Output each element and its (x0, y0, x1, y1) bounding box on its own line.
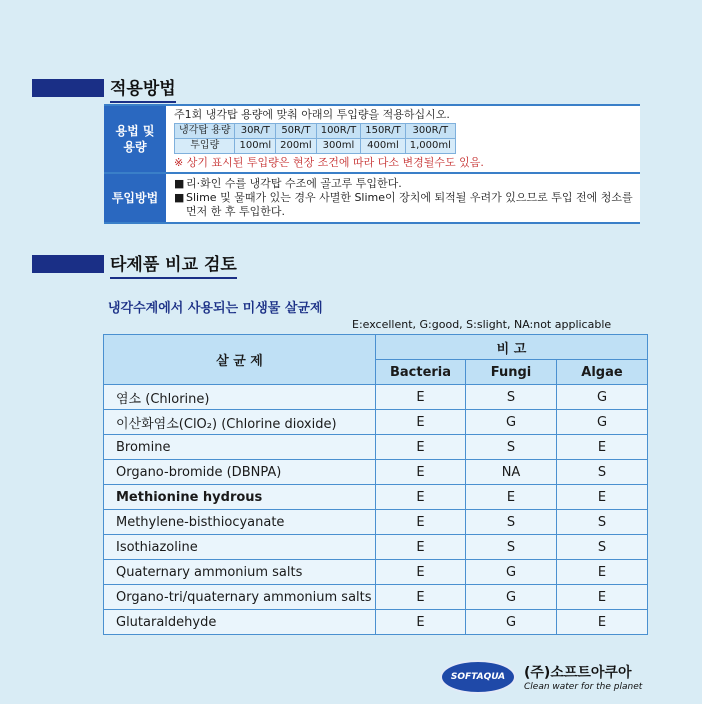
dose-value-cell: 200ml (276, 139, 317, 154)
dose-header-cell: 150R/T (361, 124, 406, 139)
rating-algae: E (557, 485, 648, 510)
method-row (104, 174, 640, 224)
biocide-name: Bromine (104, 435, 376, 460)
method-bullet-text: Slime 및 물때가 있는 경우 사멸한 Slime이 장치에 퇴적될 우려가 있으므로 투입 전에 청소를 먼저 한 후 투입한다. (186, 191, 633, 218)
dosage-content (166, 106, 640, 172)
dosage-label: 용법 및 용량 (104, 106, 166, 172)
rating-algae: E (557, 610, 648, 635)
biocide-name: Organo-bromide (DBNPA) (104, 460, 376, 485)
rating-bacteria: E (376, 585, 466, 610)
rating-fungi: G (466, 585, 557, 610)
rating-fungi: G (466, 560, 557, 585)
method-label: 투입방법 (104, 174, 166, 222)
dose-header-cell: 30R/T (235, 124, 276, 139)
footer (440, 660, 642, 694)
table-header-row (104, 335, 648, 360)
table-row (104, 610, 648, 635)
biocide-name: Organo-tri/quaternary ammonium salts (104, 585, 376, 610)
dose-value-cell: 투입량 (175, 139, 235, 154)
rating-bacteria: E (376, 510, 466, 535)
company-tagline: Clean water for the planet (524, 682, 643, 692)
table-row (104, 510, 648, 535)
rating-bacteria: E (376, 535, 466, 560)
comparison-subtitle: 냉각수계에서 사용되는 미생물 살균제 (108, 301, 323, 316)
rating-bacteria: E (376, 460, 466, 485)
rating-bacteria: E (376, 610, 466, 635)
dose-header-cell: 100R/T (316, 124, 361, 139)
section-header-comparison (32, 250, 237, 278)
dose-value-cell: 1,000ml (405, 139, 455, 154)
company-block (524, 662, 642, 692)
rating-fungi: S (466, 435, 557, 460)
rating-algae: S (557, 460, 648, 485)
biocide-name: Quaternary ammonium salts (104, 560, 376, 585)
method-bullet-text: 리·화인 수를 냉각탑 수조에 골고루 투입한다. (186, 177, 402, 190)
rating-bacteria: E (376, 385, 466, 410)
rating-fungi: NA (466, 460, 557, 485)
dose-value-cell: 300ml (316, 139, 361, 154)
rating-algae: S (557, 535, 648, 560)
rating-legend: E:excellent, G:good, S:slight, NA:not applicable (352, 318, 612, 331)
dose-header-cell: 냉각탑 용량 (175, 124, 235, 139)
bullet-square-icon: ■ (174, 177, 185, 190)
bullet-square-icon: ■ (174, 191, 185, 204)
section-title: 타제품 비교 검토 (110, 250, 237, 279)
section-bar (32, 79, 104, 97)
biocide-name: Isothiazoline (104, 535, 376, 560)
dose-header-cell: 50R/T (276, 124, 317, 139)
dose-table (174, 123, 456, 154)
rating-bacteria: E (376, 560, 466, 585)
table-row (104, 385, 648, 410)
header-biocide: 살 균 제 (104, 335, 376, 385)
header-bacteria: Bacteria (376, 360, 466, 385)
rating-fungi: S (466, 510, 557, 535)
method-bullet (174, 177, 634, 191)
biocide-name: 염소 (Chlorine) (104, 385, 376, 410)
dose-value-cell: 100ml (235, 139, 276, 154)
dose-value-row (175, 139, 456, 154)
dose-value-cell: 400ml (361, 139, 406, 154)
biocide-name: Methylene-bisthiocyanate (104, 510, 376, 535)
table-row (104, 410, 648, 435)
table-row (104, 585, 648, 610)
rating-bacteria: E (376, 485, 466, 510)
method-content (166, 174, 640, 222)
rating-bacteria: E (376, 435, 466, 460)
company-name: (주)소프트아쿠아 (524, 665, 632, 681)
rating-algae: E (557, 435, 648, 460)
table-row (104, 560, 648, 585)
biocide-name: Glutaraldehyde (104, 610, 376, 635)
header-algae: Algae (557, 360, 648, 385)
rating-algae: E (557, 560, 648, 585)
section-title: 적용방법 (110, 74, 176, 103)
rating-fungi: G (466, 610, 557, 635)
section-header-usage (32, 74, 176, 102)
rating-algae: G (557, 410, 648, 435)
rating-algae: E (557, 585, 648, 610)
header-fungi: Fungi (466, 360, 557, 385)
dosage-warning: ※ 상기 표시된 투입량은 현장 조건에 따라 다소 변경될수도 있음. (174, 156, 484, 169)
dosage-row (104, 106, 640, 174)
rating-algae: S (557, 510, 648, 535)
rating-fungi: G (466, 410, 557, 435)
table-row (104, 435, 648, 460)
section-bar (32, 255, 104, 273)
dose-header-cell: 300R/T (405, 124, 455, 139)
table-row (104, 460, 648, 485)
biocide-comparison-table (103, 334, 648, 635)
rating-bacteria: E (376, 410, 466, 435)
rating-algae: G (557, 385, 648, 410)
table-row (104, 485, 648, 510)
method-bullet (174, 191, 634, 219)
table-row (104, 535, 648, 560)
header-remarks: 비 고 (376, 335, 648, 360)
dosage-text: 주1회 냉각탑 용량에 맞춰 아래의 투입량을 적용하십시오. (174, 108, 450, 121)
rating-fungi: S (466, 535, 557, 560)
usage-table (104, 104, 640, 224)
softaqua-logo: SOFTAQUA (440, 660, 516, 694)
rating-fungi: S (466, 385, 557, 410)
dose-header-row (175, 124, 456, 139)
biocide-name: Methionine hydrous (104, 485, 376, 510)
table-body (104, 385, 648, 635)
biocide-name: 이산화염소(ClO₂) (Chlorine dioxide) (104, 410, 376, 435)
rating-fungi: E (466, 485, 557, 510)
